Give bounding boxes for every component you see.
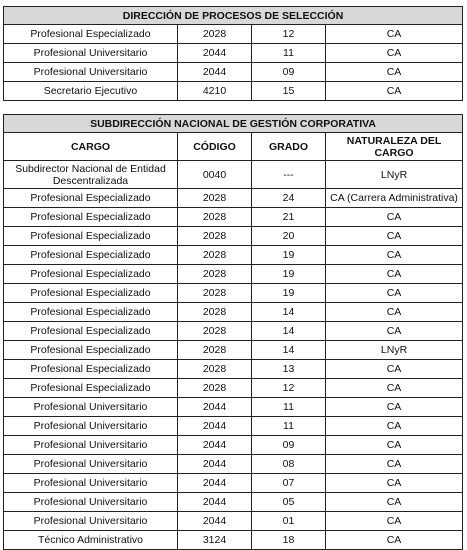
cell-grado: 20	[252, 227, 326, 246]
cell-grado: 12	[252, 25, 326, 44]
cell-codigo: 2028	[178, 379, 252, 398]
cell-naturaleza: CA	[326, 417, 463, 436]
table-row	[4, 398, 463, 417]
cell-codigo: 2044	[178, 474, 252, 493]
cell-cargo: Profesional Especializado	[4, 322, 178, 341]
table-row	[4, 493, 463, 512]
cell-cargo: Secretario Ejecutivo	[4, 82, 178, 101]
cell-naturaleza: LNyR	[326, 341, 463, 360]
cell-cargo: Profesional Universitario	[4, 493, 178, 512]
cell-codigo: 2028	[178, 189, 252, 208]
cell-naturaleza: CA	[326, 398, 463, 417]
table-direccion-procesos-seleccion	[3, 6, 463, 101]
table-row	[4, 474, 463, 493]
cell-codigo: 2028	[178, 208, 252, 227]
cell-cargo: Profesional Especializado	[4, 246, 178, 265]
cell-grado: ---	[252, 161, 326, 189]
cell-grado: 12	[252, 379, 326, 398]
cell-grado: 13	[252, 360, 326, 379]
cell-naturaleza: CA	[326, 493, 463, 512]
cell-cargo: Profesional Universitario	[4, 512, 178, 531]
cell-naturaleza: CA (Carrera Administrativa)	[326, 189, 463, 208]
cell-grado: 14	[252, 303, 326, 322]
table-row	[4, 189, 463, 208]
table-row	[4, 455, 463, 474]
cell-naturaleza: CA	[326, 474, 463, 493]
cell-naturaleza: CA	[326, 208, 463, 227]
cell-codigo: 2028	[178, 265, 252, 284]
cell-codigo: 2028	[178, 25, 252, 44]
cell-grado: 19	[252, 265, 326, 284]
cell-codigo: 2044	[178, 436, 252, 455]
table-subdireccion-gestion-corporativa	[3, 114, 463, 550]
cell-grado: 08	[252, 455, 326, 474]
cell-grado: 09	[252, 436, 326, 455]
table-row	[4, 161, 463, 189]
cell-cargo: Profesional Universitario	[4, 455, 178, 474]
table-body	[4, 25, 463, 101]
section-title: DIRECCIÓN DE PROCESOS DE SELECCIÓN	[4, 7, 463, 25]
cell-cargo: Subdirector Nacional de Entidad Descentralizada	[4, 161, 178, 189]
section-title: SUBDIRECCIÓN NACIONAL DE GESTIÓN CORPORATIVA	[4, 115, 463, 133]
cell-grado: 18	[252, 531, 326, 550]
cell-codigo: 2028	[178, 284, 252, 303]
cell-cargo: Profesional Universitario	[4, 398, 178, 417]
table-row	[4, 246, 463, 265]
cell-naturaleza: CA	[326, 246, 463, 265]
cell-codigo: 2028	[178, 303, 252, 322]
cell-codigo: 3124	[178, 531, 252, 550]
cell-naturaleza: CA	[326, 379, 463, 398]
table-row	[4, 360, 463, 379]
cell-grado: 21	[252, 208, 326, 227]
cell-cargo: Técnico Administrativo	[4, 531, 178, 550]
cell-cargo: Profesional Universitario	[4, 436, 178, 455]
cell-codigo: 0040	[178, 161, 252, 189]
table-row	[4, 512, 463, 531]
table-row	[4, 25, 463, 44]
cell-grado: 05	[252, 493, 326, 512]
table-row	[4, 341, 463, 360]
table-row	[4, 208, 463, 227]
cell-codigo: 2028	[178, 322, 252, 341]
cell-grado: 14	[252, 341, 326, 360]
cell-codigo: 4210	[178, 82, 252, 101]
cell-grado: 07	[252, 474, 326, 493]
cell-naturaleza: CA	[326, 322, 463, 341]
table-row	[4, 265, 463, 284]
cell-cargo: Profesional Universitario	[4, 474, 178, 493]
cell-naturaleza: CA	[326, 531, 463, 550]
cell-grado: 19	[252, 246, 326, 265]
cell-cargo: Profesional Especializado	[4, 341, 178, 360]
table-row	[4, 284, 463, 303]
cell-cargo: Profesional Especializado	[4, 265, 178, 284]
cell-grado: 15	[252, 82, 326, 101]
table-row	[4, 379, 463, 398]
column-header-cargo: CARGO	[4, 133, 178, 161]
cell-cargo: Profesional Especializado	[4, 25, 178, 44]
column-header-codigo: CÓDIGO	[178, 133, 252, 161]
column-header-grado: GRADO	[252, 133, 326, 161]
table-row	[4, 303, 463, 322]
cell-naturaleza: CA	[326, 227, 463, 246]
cell-naturaleza: CA	[326, 63, 463, 82]
cell-naturaleza: CA	[326, 455, 463, 474]
cell-cargo: Profesional Especializado	[4, 208, 178, 227]
cell-grado: 19	[252, 284, 326, 303]
table-row	[4, 227, 463, 246]
cell-naturaleza: CA	[326, 512, 463, 531]
cell-grado: 11	[252, 417, 326, 436]
cell-naturaleza: CA	[326, 284, 463, 303]
table-row	[4, 322, 463, 341]
table-body	[4, 161, 463, 550]
cell-naturaleza: CA	[326, 265, 463, 284]
column-header-naturaleza: NATURALEZA DEL CARGO	[326, 133, 463, 161]
cell-codigo: 2028	[178, 360, 252, 379]
cell-cargo: Profesional Especializado	[4, 227, 178, 246]
cell-grado: 24	[252, 189, 326, 208]
cell-codigo: 2028	[178, 246, 252, 265]
cell-cargo: Profesional Universitario	[4, 44, 178, 63]
cell-grado: 01	[252, 512, 326, 531]
table-row	[4, 63, 463, 82]
cell-naturaleza: CA	[326, 360, 463, 379]
cell-codigo: 2028	[178, 341, 252, 360]
cell-codigo: 2044	[178, 417, 252, 436]
cell-cargo: Profesional Especializado	[4, 379, 178, 398]
cell-codigo: 2028	[178, 227, 252, 246]
cell-grado: 11	[252, 398, 326, 417]
table-row	[4, 82, 463, 101]
cell-naturaleza: CA	[326, 303, 463, 322]
cell-codigo: 2044	[178, 63, 252, 82]
table-row	[4, 531, 463, 550]
table-row	[4, 44, 463, 63]
cell-naturaleza: CA	[326, 82, 463, 101]
cell-naturaleza: CA	[326, 436, 463, 455]
cell-codigo: 2044	[178, 493, 252, 512]
cell-cargo: Profesional Universitario	[4, 63, 178, 82]
cell-cargo: Profesional Especializado	[4, 360, 178, 379]
cell-cargo: Profesional Especializado	[4, 303, 178, 322]
table-row	[4, 436, 463, 455]
cell-grado: 14	[252, 322, 326, 341]
cell-naturaleza: CA	[326, 25, 463, 44]
table-row	[4, 417, 463, 436]
cell-grado: 11	[252, 44, 326, 63]
cell-cargo: Profesional Especializado	[4, 284, 178, 303]
cell-codigo: 2044	[178, 398, 252, 417]
cell-cargo: Profesional Universitario	[4, 417, 178, 436]
cell-naturaleza: CA	[326, 44, 463, 63]
cell-codigo: 2044	[178, 455, 252, 474]
cell-cargo: Profesional Especializado	[4, 189, 178, 208]
cell-codigo: 2044	[178, 512, 252, 531]
cell-naturaleza: LNyR	[326, 161, 463, 189]
cell-codigo: 2044	[178, 44, 252, 63]
cell-grado: 09	[252, 63, 326, 82]
